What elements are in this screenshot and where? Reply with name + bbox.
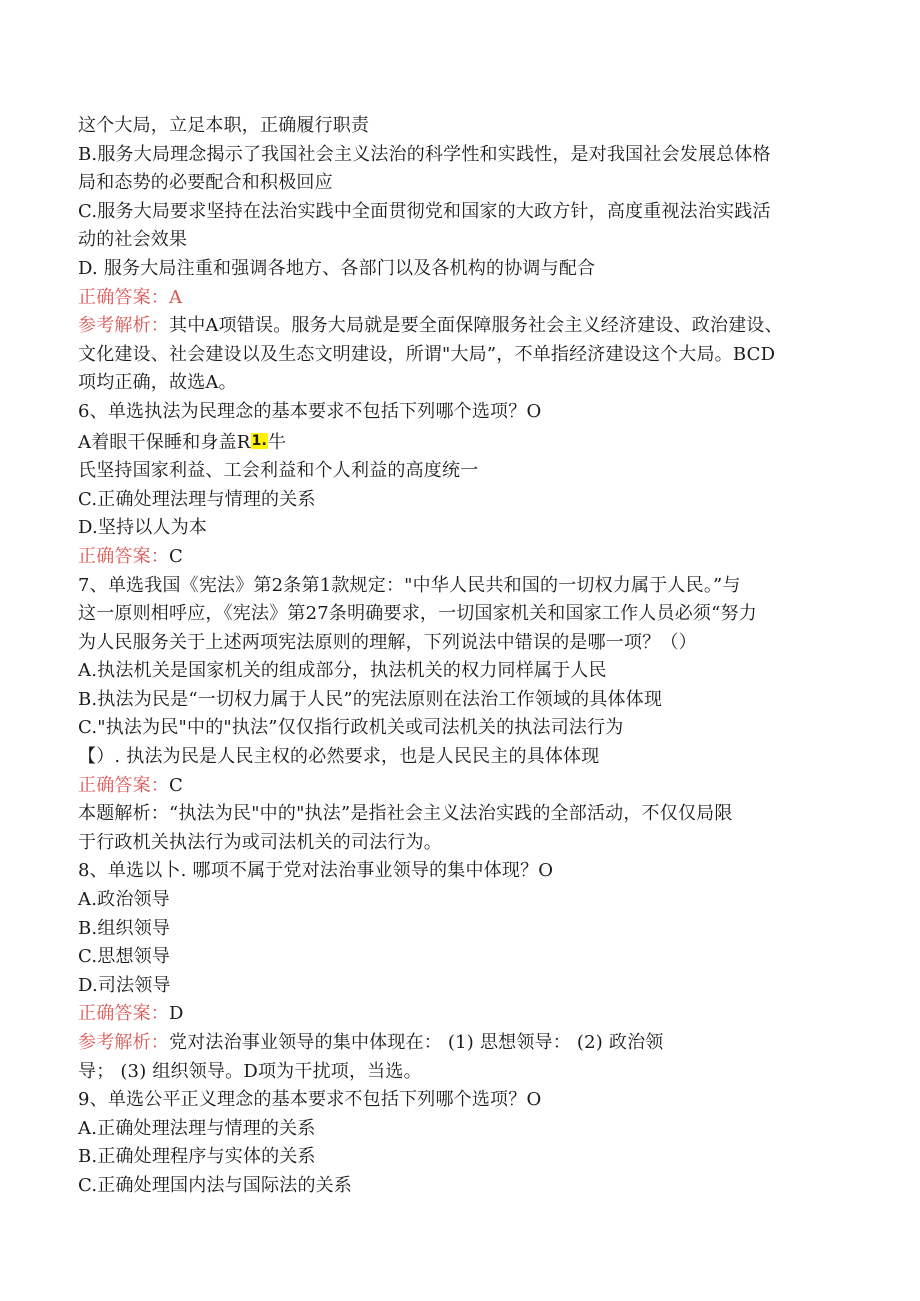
text-line: B.组织领导 [78, 917, 171, 939]
text-line: A.正确处理法理与情理的关系 [78, 1117, 316, 1139]
answer-label: 正确答案： [78, 545, 169, 567]
text-line: 这一原则相呼应，《宪法》第27条明确要求，一切国家机关和国家工作人员必须“努力 [78, 603, 757, 625]
text-line: C.思想领导 [78, 946, 171, 968]
answer-text: 其中A项错误。服务大局就是要全面保障服务社会主义经济建设、政治建设、 [169, 315, 783, 337]
text-line: 为人民服务关于上述两项宪法原则的理解，下列说法中错误的是哪一项？（） [78, 631, 697, 653]
text-line: B.服务大局理念揭示了我国社会主义法治的科学性和实践性，是对我国社会发展总体格 [78, 143, 771, 165]
text-line: A着眼干保睡和身盖R1.牛 [78, 431, 287, 453]
text-line: 6、单选执法为民理念的基本要求不包括下列哪个选项？O [78, 400, 542, 422]
text-line [78, 1029, 850, 1058]
text-line [78, 312, 850, 341]
text-line [78, 772, 850, 801]
text-line: 【）. 执法为民是人民主权的必然要求，也是人民民主的具体体现 [78, 746, 600, 768]
text-line: C."执法为民"中的"执法”仅仅指行政机关或司法机关的执法司法行为 [78, 717, 624, 739]
text-line: C.正确处理国内法与国际法的关系 [78, 1174, 353, 1196]
text-line: D. 服务大局注重和强调各地方、各部门以及各机构的协调与配合 [78, 257, 596, 279]
text-line: B.正确处理程序与实体的关系 [78, 1146, 316, 1168]
text-line: C.正确处理法理与情理的关系 [78, 488, 316, 510]
text-line: D.司法领导 [78, 974, 171, 996]
text-line [78, 543, 850, 572]
answer-label: 参考解析： [78, 1032, 169, 1053]
highlight-mark: 1. [251, 432, 268, 449]
text-line: D.坚持以人为本 [78, 517, 208, 539]
text-line: A.执法机关是国家机关的组成部分，执法机关的权力同样属于人民 [78, 660, 607, 682]
text-line: 局和态势的必要配合和积极回应 [78, 172, 333, 194]
text-line: 氏坚持国家利益、工会利益和个人利益的高度统一 [78, 460, 479, 482]
text-line: 这个大局，立足本职，正确履行职责 [78, 115, 370, 136]
answer-text: D [169, 1003, 184, 1025]
answer-label: 参考解析： [78, 315, 169, 337]
text-line: 7、单选我国《宪法》第2条第1款规定："中华人民共和国的一切权力属于人民。”与 [78, 574, 741, 596]
text-line: 动的社会效果 [78, 229, 188, 251]
text-line: C.服务大局要求坚持在法治实践中全面贯彻党和国家的大政方针，高度重视法治实践活 [78, 200, 771, 222]
answer-text: C [169, 545, 183, 567]
text-line: 导； (3) 组织领导。D项为干扰项，当选。 [78, 1060, 422, 1082]
answer-label: 正确答案： [78, 774, 169, 796]
text-line: 项均正确，故选A。 [78, 372, 237, 394]
text-line [78, 1000, 850, 1029]
answer-text: C [169, 774, 183, 796]
text-line: B.执法为民是“一切权力属于人民”的宪法原则在法治工作领域的具体体现 [78, 688, 663, 710]
document-body [78, 112, 850, 1201]
answer-text: 党对法治事业领导的集中体现在： (1) 思想领导： (2) 政治领 [169, 1032, 664, 1053]
text-line: 9、单选公平正义理念的基本要求不包括下列哪个选项？O [78, 1089, 542, 1111]
text-line: 文化建设、社会建设以及生态文明建设，所谓"大局”，不单指经济建设这个大局。BCD [78, 343, 776, 365]
text-line: 于行政机关执法行为或司法机关的司法行为。 [78, 831, 442, 853]
text-line: A.政治领导 [78, 889, 170, 911]
text-line: 本题解析：“执法为民"中的"执法”是指社会主义法治实践的全部活动，不仅仅局限 [78, 803, 733, 825]
text-line: 正确答案：A [78, 286, 183, 308]
answer-label: 正确答案： [78, 1003, 169, 1025]
text-line: 8、单选以卜. 哪项不属于党对法治事业领导的集中体现？O [78, 860, 554, 882]
